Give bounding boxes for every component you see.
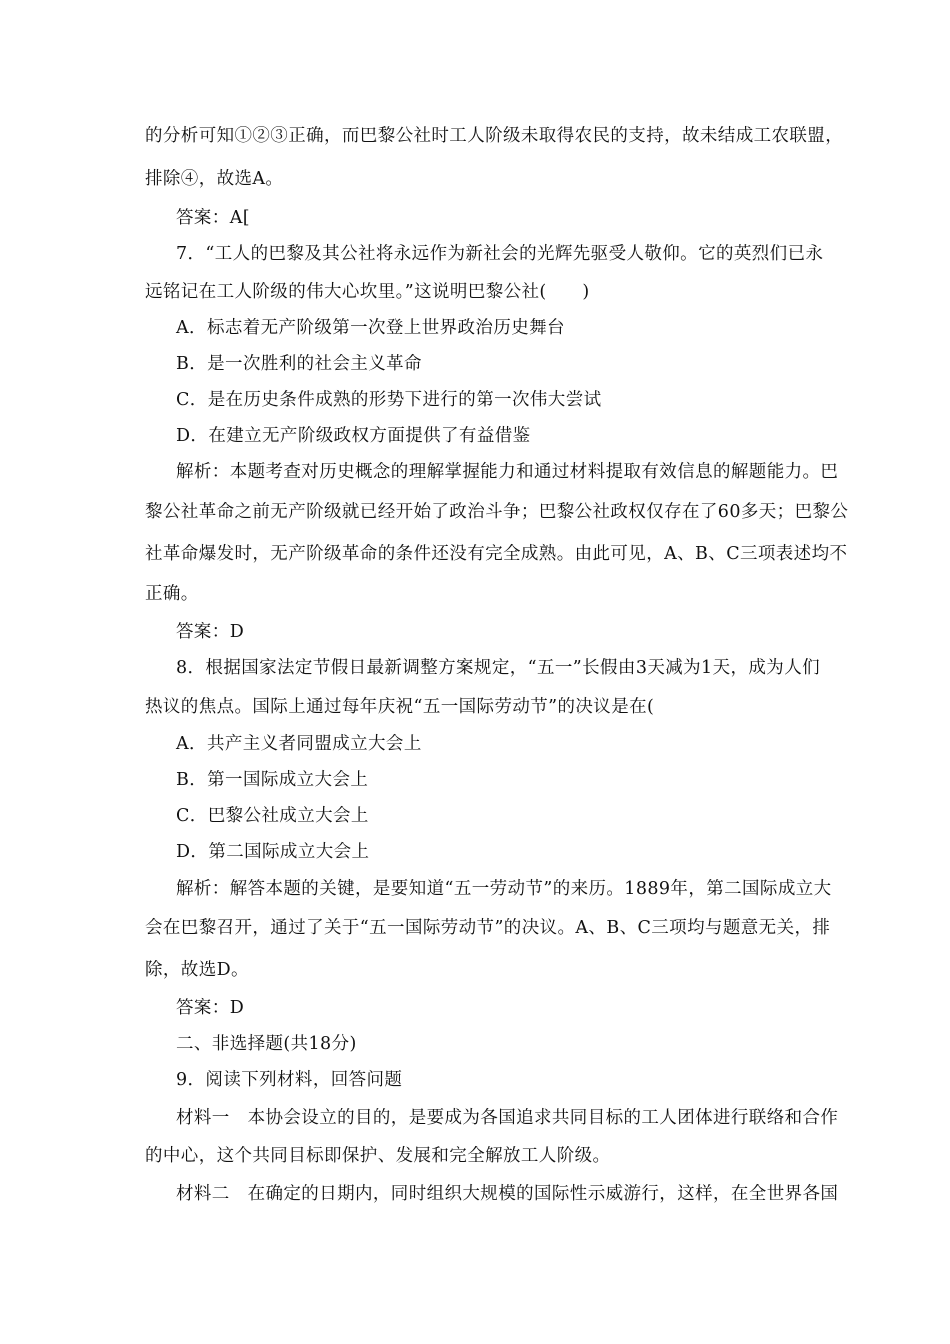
text-line: 的中心，这个共同目标即保护、发展和完全解放工人阶级。: [145, 1146, 611, 1166]
question-8-stem: 8．根据国家法定节假日最新调整方案规定，“五一”长假由3天减为1天，成为人们: [176, 658, 820, 678]
text-line: 热议的焦点。国际上通过每年庆祝“五一国际劳动节”的决议是在(: [145, 697, 655, 717]
answer-line: 答案：A[: [176, 208, 250, 228]
option-a: A．标志着无产阶级第一次登上世界政治历史舞台: [176, 318, 565, 338]
option-d: D．在建立无产阶级政权方面提供了有益借鉴: [176, 426, 531, 446]
option-a: A．共产主义者同盟成立大会上: [176, 734, 422, 754]
text-line: 正确。: [145, 584, 199, 604]
text-line: 黎公社革命之前无产阶级就已经开始了政治斗争；巴黎公社政权仅存在了60多天；巴黎公: [145, 502, 849, 522]
answer-line: 答案：D: [176, 622, 245, 642]
text-line: 远铭记在工人阶级的伟大心坎里。”这说明巴黎公社( ): [145, 282, 590, 302]
answer-line: 答案：D: [176, 998, 245, 1018]
analysis-line: 解析：本题考查对历史概念的理解掌握能力和通过材料提取有效信息的解题能力。巴: [176, 462, 839, 482]
text-line: 社革命爆发时，无产阶级革命的条件还没有完全成熟。由此可见，A、B、C三项表述均不: [145, 544, 848, 564]
text-line: 会在巴黎召开，通过了关于“五一国际劳动节”的决议。A、B、C三项均与题意无关，排: [145, 918, 831, 938]
text-line: 的分析可知①②③正确，而巴黎公社时工人阶级未取得农民的支持，故未结成工农联盟，: [145, 126, 844, 146]
option-c: C．是在历史条件成熟的形势下进行的第一次伟大尝试: [176, 390, 602, 410]
question-7-stem: 7．“工人的巴黎及其公社将永远作为新社会的光辉先驱受人敬仰。它的英烈们已永: [176, 244, 824, 264]
analysis-line: 解析：解答本题的关键，是要知道“五一劳动节”的来历。1889年，第二国际成立大: [176, 879, 832, 899]
option-d: D．第二国际成立大会上: [176, 842, 370, 862]
material-two: 材料二 在确定的日期内，同时组织大规模的国际性示威游行，这样，在全世界各国: [176, 1184, 839, 1204]
option-b: B．第一国际成立大会上: [176, 770, 369, 790]
material-one: 材料一 本协会设立的目的，是要成为各国追求共同目标的工人团体进行联络和合作: [176, 1108, 839, 1128]
option-b: B．是一次胜利的社会主义革命: [176, 354, 422, 374]
text-line: 排除④，故选A。: [145, 169, 284, 189]
question-9-stem: 9．阅读下列材料，回答问题: [176, 1070, 403, 1090]
text-line: 除，故选D。: [145, 960, 249, 980]
section-heading: 二、非选择题(共18分): [176, 1034, 357, 1054]
option-c: C．巴黎公社成立大会上: [176, 806, 369, 826]
